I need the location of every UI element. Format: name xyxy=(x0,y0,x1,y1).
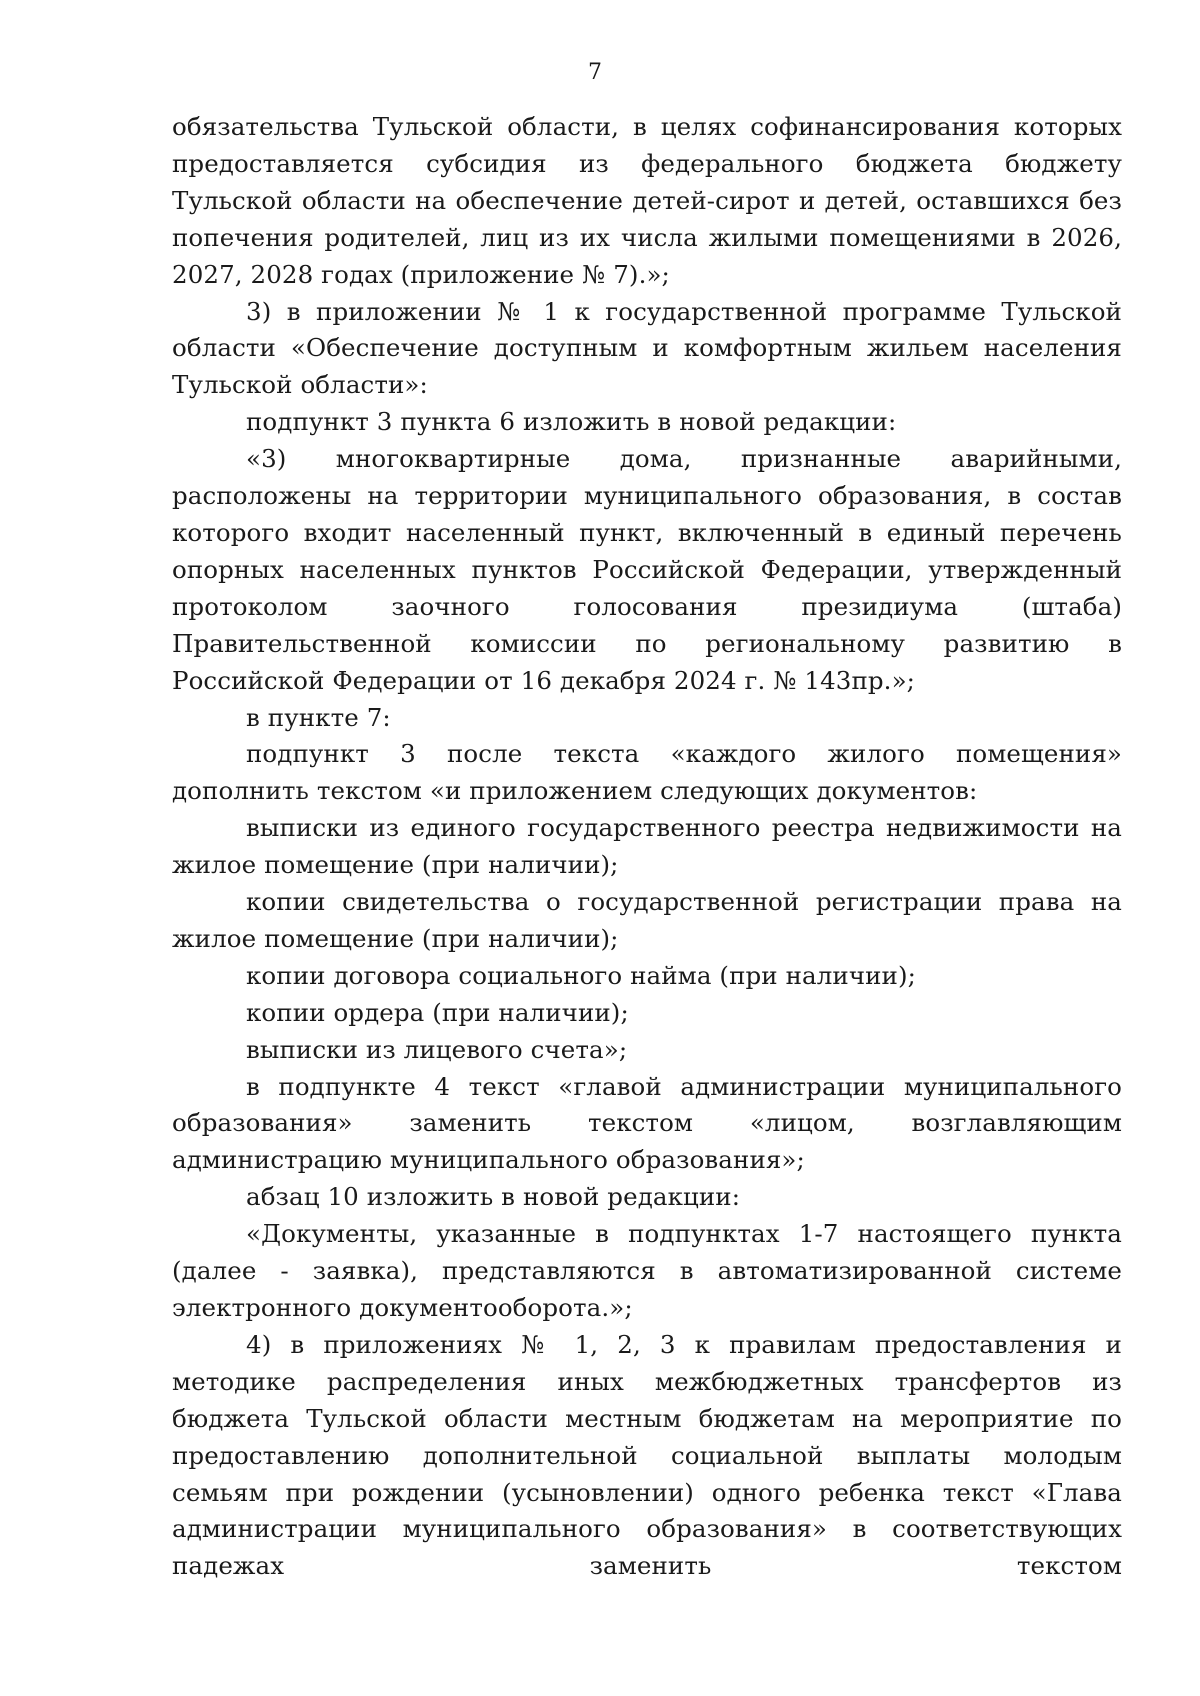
paragraph-10: копии ордера (при наличии); xyxy=(246,997,629,1027)
paragraph-4: «3) многоквартирные дома, признанные аварийными, расположены на территории муниципального образования, в состав которого входит населенный пункт, включенный в единый перечень опорных населенных пунктов Российской Федерации, утвержденный протоколом заочного голосования президиума (штаба) Правительственной комиссии по региональному развитию в Российской Федерации от 16 декабря 2024 г. № 143пр.»; xyxy=(172,444,1122,695)
paragraph-7: выписки из единого государственного реестра недвижимости на жилое помещение (при наличии); xyxy=(172,813,1122,880)
page-number: 7 xyxy=(588,60,602,85)
document-body xyxy=(172,109,1122,1585)
paragraph-6: подпункт 3 после текста «каждого жилого помещения» дополнить текстом «и приложением следующих документов: xyxy=(172,739,1122,806)
paragraph-15: 4) в приложениях № 1, 2, 3 к правилам предоставления и методике распределения иных межбюджетных трансфертов из бюджета Тульской области местным бюджетам на мероприятие по предоставлению дополнительной социальной выплаты молодым семьям при рождении (усыновлении) одного ребенка текст «Глава администрации муниципального образования» в соответствующих падежах заменить текстом xyxy=(172,1329,1122,1581)
paragraph-12: в подпункте 4 текст «главой администрации муниципального образования» заменить текстом «лицом, возглавляющим администрацию муниципального образования»; xyxy=(172,1071,1122,1175)
paragraph-8: копии свидетельства о государственной регистрации права на жилое помещение (при наличии); xyxy=(172,887,1122,953)
paragraph-2: 3) в приложении № 1 к государственной программе Тульской области «Обеспечение доступным и комфортным жильем населения Тульской области»: xyxy=(172,296,1122,400)
paragraph-11: выписки из лицевого счета»; xyxy=(246,1034,628,1064)
paragraph-3: подпункт 3 пункта 6 изложить в новой редакции: xyxy=(246,407,897,437)
paragraph-14: «Документы, указанные в подпунктах 1-7 настоящего пункта (далее - заявка), представляются в автоматизированной системе электронного документооборота.»; xyxy=(172,1219,1122,1322)
paragraph-9: копии договора социального найма (при наличии); xyxy=(246,960,917,990)
paragraph-1: обязательства Тульской области, в целях софинансирования которых предоставляется субсидия из федерального бюджета бюджету Тульской области на обеспечение детей-сирот и детей, оставшихся без попечения родителей, лиц из их числа жилыми помещениями в 2026, 2027, 2028 годах (приложение № 7).»; xyxy=(172,112,1122,289)
paragraph-13: абзац 10 изложить в новой редакции: xyxy=(246,1182,741,1212)
paragraph-5: в пункте 7: xyxy=(246,702,391,732)
